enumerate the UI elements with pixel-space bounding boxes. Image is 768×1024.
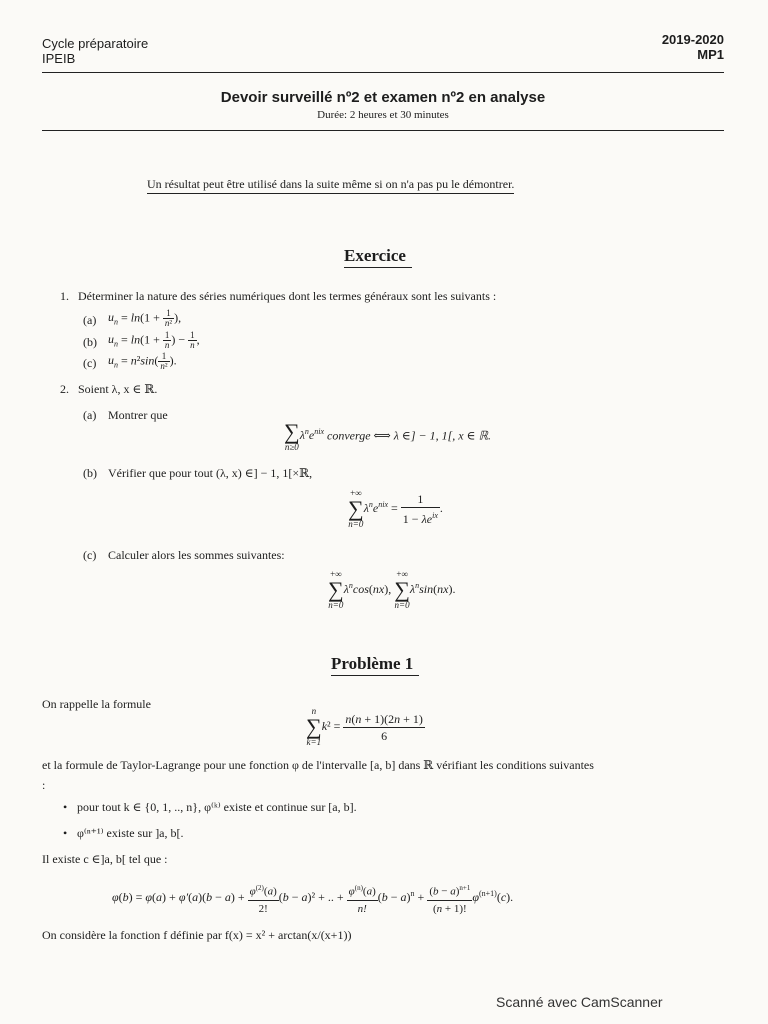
class-label: MP1 (697, 47, 724, 62)
q1-number: 1. (60, 289, 69, 303)
q1a-label: (a) (83, 313, 97, 327)
school-label: IPEIB (42, 51, 76, 66)
top-rule (42, 72, 724, 73)
title-rule (42, 130, 724, 131)
taylor-text: et la formule de Taylor-Lagrange pour une fonction φ de l'intervalle [a, b] dans ℝ vérifiant les conditions suivantes (42, 758, 594, 772)
q2b-formula: +∞ ∑ n=0 $\lambda^ne^{nix}$ = $\frac{1}{1 - \lambda e^{ix}}$ . (348, 488, 443, 529)
q2b-label: (b) (83, 466, 97, 480)
q1c-label: (c) (83, 356, 97, 370)
bullet-dot-1: • (63, 800, 68, 814)
q1b-formula: $u_n = \ln(1$ + $\frac{1}{n}$ ) − $\frac{1}{n}$ , (108, 330, 200, 350)
q2-number: 2. (60, 382, 69, 396)
bullet-1-text: pour tout k ∈ {0, 1, .., n}, φ⁽ᵏ⁾ existe et continue sur [a, b]. (77, 800, 357, 814)
q2a-text: Montrer que (108, 408, 168, 422)
q2c-label: (c) (83, 548, 97, 562)
taylor-lagrange-formula: φ(b) = φ(a) + φ′(a)(b − a) + $\frac{\varphi^{(2)}(a)}{2!}$ (b − a)² + .. + $\frac{\varphi^{(n)}(a)}{n!}$ $(b - a)^n$ + $\frac{(b - a)^{n+1}}{(n + 1)!}$ $\varphi^{(n+1)}(c)$. (112, 880, 513, 917)
camscanner-watermark: Scanné avec CamScanner (496, 994, 663, 1010)
q1b-label: (b) (83, 335, 97, 349)
page-title: Devoir surveillé nº2 et examen nº2 en analyse (220, 89, 546, 106)
header-right (662, 32, 724, 62)
q2c-formula: +∞ ∑ n=0 $\lambda^n\cos(nx)$, +∞ ∑ n=0 $\lambda^n\sin(nx)$. (328, 569, 456, 610)
cycle-label: Cycle préparatoire (42, 36, 149, 51)
exists-text: Il existe c ∈]a, b[ tel que : (42, 852, 168, 866)
q2a-formula: ∑ n≥0 $\lambda^ne^{nix}$ converge ⟺ λ ∈] − 1, 1[, x ∈ ℝ. (284, 419, 491, 452)
bullet-dot-2: • (63, 826, 68, 840)
q1c-formula: $u_n = n^2\sin$( $\frac{1}{\text{n²}}$ ). (108, 351, 177, 371)
taylor-colon: : (42, 778, 46, 792)
year-label: 2019-2020 (661, 32, 724, 47)
duration-label: Durée: 2 heures et 30 minutes (317, 109, 449, 121)
q1-text: Déterminer la nature des séries numériques dont les termes généraux sont les suivants : (78, 289, 497, 303)
probleme-heading: Problème 1 (331, 654, 419, 676)
probleme-intro: On rappelle la formule (42, 697, 151, 711)
header-left (42, 36, 148, 66)
q2a-formula-right: converge ⟺ λ ∈] − 1, 1[, x ∈ ℝ. (327, 428, 491, 443)
q2c-text: Calculer alors les sommes suivantes: (108, 548, 285, 562)
sum-squares-formula: n ∑ k=1 k² = $\frac{n(n + 1)(2n + 1)}{6}$ (306, 706, 423, 747)
consider-text: On considère la fonction f définie par f(x) = x² + arctan(x/(x+1)) (42, 928, 352, 942)
exercice-heading: Exercice (344, 246, 412, 268)
q2-text: Soient λ, x ∈ ℝ. (78, 382, 158, 396)
q2b-text: Vérifier que pour tout (λ, x) ∈] − 1, 1[×ℝ, (108, 466, 313, 480)
bullet-2-text: φ⁽ⁿ⁺¹⁾ existe sur ]a, b[. (77, 826, 184, 840)
q2a-label: (a) (83, 408, 97, 422)
q1a-formula: $u_n = \ln(1$ + $\frac{1}{\text{n²}}$ ), (108, 308, 182, 328)
note-text: Un résultat peut être utilisé dans la suite même si on n'a pas pu le démontrer. (147, 177, 514, 194)
